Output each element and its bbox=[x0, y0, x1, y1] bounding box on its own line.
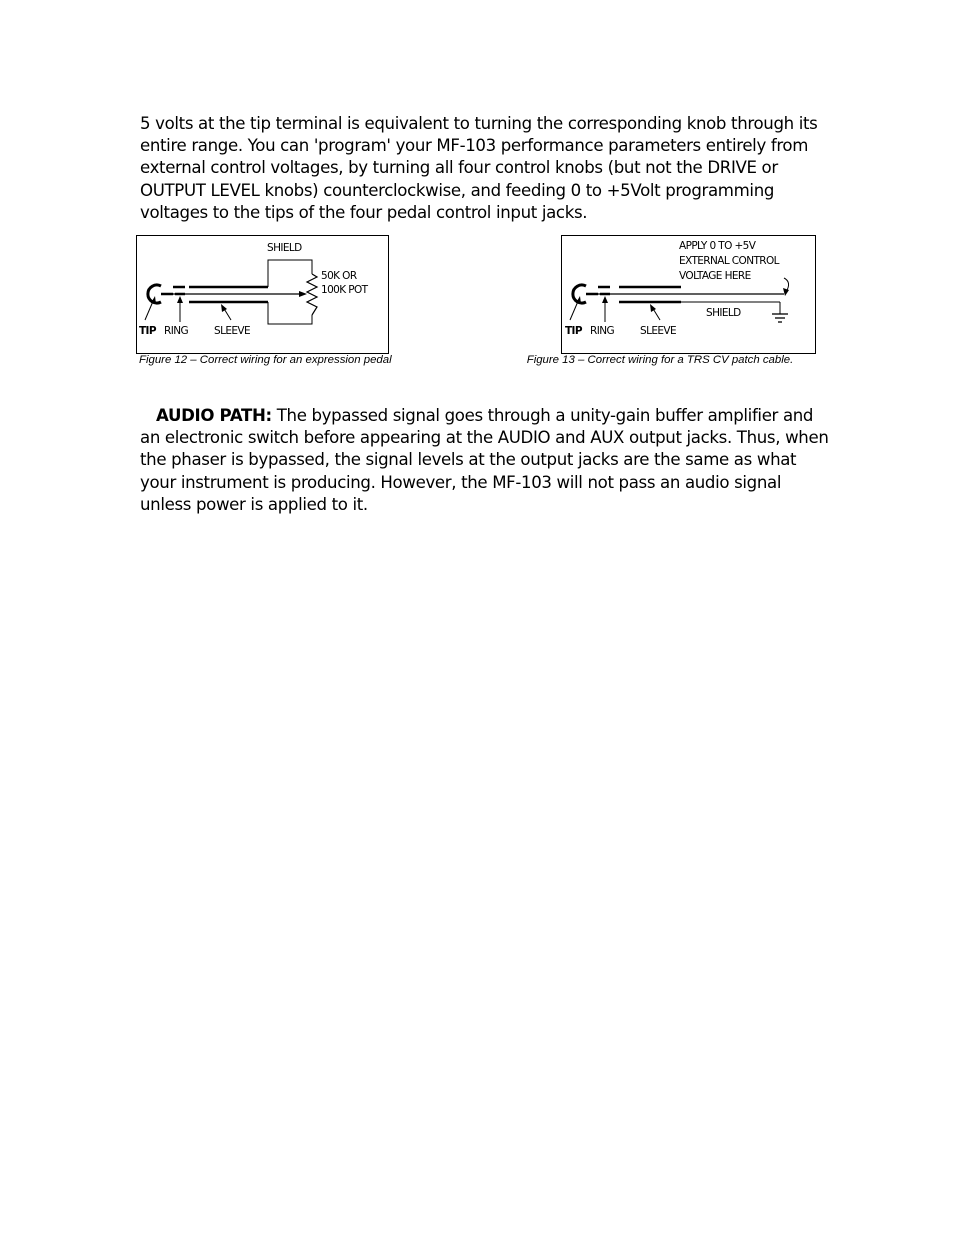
ring-arrow-icon bbox=[602, 296, 608, 303]
sleeve-label: SLEEVE bbox=[214, 325, 251, 337]
figure-13-caption: Figure 13 – Correct wiring for a TRS CV patch cable. bbox=[526, 354, 794, 366]
apply-label-line2: EXTERNAL CONTROL bbox=[679, 255, 779, 267]
shield-label: SHIELD bbox=[706, 307, 741, 319]
shield-top-wire bbox=[268, 260, 312, 287]
ring-label: RING bbox=[590, 325, 614, 337]
trs-cv-patch-wiring-diagram bbox=[562, 236, 815, 353]
body-paragraph-1: 5 volts at the tip terminal is equivalent to turning the corresponding knob through its entire range. You can 'program' your MF-103 performance parameters entirely from external control voltages, by turning all four control knobs (but not the DRIVE or OUTPUT LEVEL knobs) counterclockwise, and feeding 0 to +5Volt programming voltages to the tips of the four pedal control input jacks. bbox=[140, 114, 818, 222]
audio-path-heading: AUDIO PATH: bbox=[156, 406, 272, 425]
pot-label-line2: 100K POT bbox=[321, 284, 368, 296]
sleeve-label: SLEEVE bbox=[640, 325, 677, 337]
body-paragraph-2 bbox=[140, 405, 830, 516]
ring-arrow-icon bbox=[177, 296, 183, 303]
pot-label-line1: 50K OR bbox=[321, 270, 357, 282]
ring-label: RING bbox=[164, 325, 188, 337]
figure-12-caption: Figure 12 – Correct wiring for an expression pedal bbox=[139, 354, 392, 366]
figure-12-diagram bbox=[136, 235, 389, 354]
tip-label: TIP bbox=[565, 325, 582, 337]
shield-bottom-wire bbox=[268, 302, 312, 324]
apply-label-line1: APPLY 0 TO +5V bbox=[679, 240, 756, 252]
wiper-arrow-icon bbox=[299, 291, 307, 297]
expression-pedal-wiring-diagram bbox=[137, 236, 388, 353]
sleeve-arrow-icon bbox=[221, 304, 227, 312]
shield-label: SHIELD bbox=[267, 242, 302, 254]
voltage-arrow-icon bbox=[783, 288, 789, 296]
tip-label: TIP bbox=[139, 325, 156, 337]
apply-label-line3: VOLTAGE HERE bbox=[679, 270, 751, 282]
audio-path-text: The bypassed signal goes through a unity-gain buffer amplifier and an electronic switch before appearing at the AUDIO and AUX output jacks. Thus, when the phaser is bypassed, the signal levels at the output jacks are the same as what your instrument is producing. However, the MF-103 will not pass an audio signal unless power is applied to it. bbox=[140, 406, 829, 514]
figure-13-diagram bbox=[561, 235, 816, 354]
potentiometer-icon bbox=[307, 274, 317, 315]
sleeve-arrow-icon bbox=[650, 304, 656, 312]
